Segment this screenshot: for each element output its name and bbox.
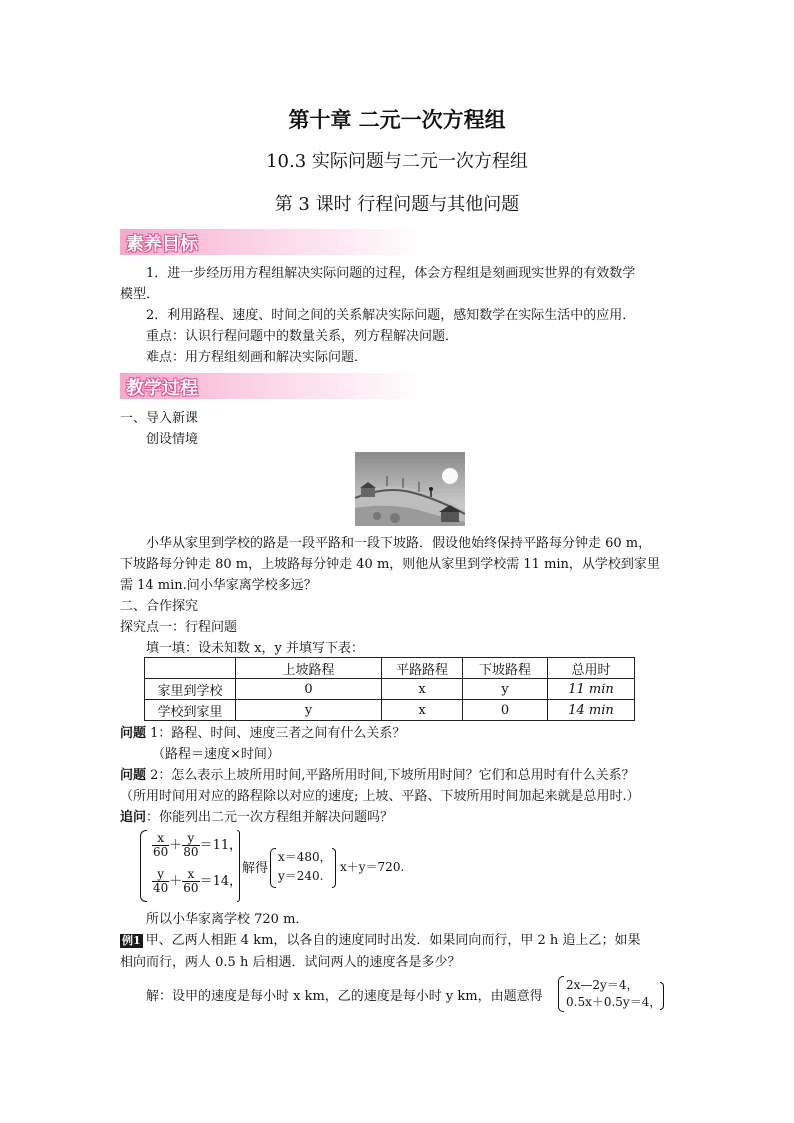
- goals-banner-label: 素养目标: [126, 234, 198, 255]
- question-2-text: 2：怎么表示上坡所用时间,平路所用时间,下坡所用时间？它们和总用时有什么关系？: [146, 768, 635, 783]
- table-header-cell: 总用时: [548, 658, 635, 679]
- solution-x: x＝480，: [278, 850, 332, 864]
- solution-y: y＝240.: [278, 869, 324, 883]
- example-system-eq2: 0.5x＋0.5y＝4，: [566, 995, 662, 1009]
- example-label: 例1: [122, 934, 141, 947]
- example-solution: 解：设甲的速度是每小时 x km，乙的速度是每小时 y km，由题意得: [146, 989, 543, 1004]
- example-1-line1: [120, 931, 640, 951]
- fill-in-instruction: 填一填：设未知数 x，y 并填写下表：: [146, 641, 364, 656]
- explore-point: 探究点一：行程问题: [120, 620, 238, 635]
- solution-right-brace: [332, 848, 336, 888]
- example-system-eq1: 2x—2y＝4，: [566, 978, 639, 992]
- question-2: [120, 766, 635, 786]
- followup-question: [120, 808, 393, 828]
- example-system-right-brace: [660, 982, 664, 1010]
- solve-word: 解得: [242, 861, 269, 876]
- goals-banner: [120, 229, 425, 255]
- table-cell: x: [382, 679, 463, 700]
- table-cell: 0: [463, 700, 548, 721]
- table-header-row: [145, 658, 635, 679]
- table-header-cell: 上坡路程: [236, 658, 382, 679]
- conclusion: 所以小华家离学校 720 m．: [146, 912, 309, 927]
- question-1-label: 问题: [120, 726, 147, 741]
- followup-label: 追问: [120, 810, 147, 825]
- process-banner: [120, 373, 425, 399]
- table-header-cell: 平路路程: [382, 658, 463, 679]
- lesson-title: 第 3 课时 行程问题与其他问题: [274, 194, 520, 215]
- right-brace: [237, 830, 240, 902]
- table-cell: 0: [236, 679, 382, 700]
- table-cell: 14 min: [548, 700, 635, 721]
- equation-1: $\frac{x}{60}$ ＋ $\frac{y}{80}$ ＝11，: [153, 831, 243, 859]
- question-1-text: 1：路程、时间、速度三者之间有什么关系？: [146, 726, 406, 741]
- story-line-2: 下坡路每分钟走 80 m，上坡路每分钟走 40 m，则他从家里到学校需 11 min，从学校到家里: [120, 557, 660, 572]
- table-header-cell: 下坡路程: [463, 658, 548, 679]
- chapter-title: 第十章 二元一次方程组: [288, 108, 506, 132]
- solution-brace: [270, 848, 276, 888]
- question-1: [120, 724, 405, 744]
- process-banner-label: 教学过程: [126, 378, 198, 399]
- table-cell: 学校到家里: [145, 700, 236, 721]
- left-brace: [140, 830, 147, 902]
- section-title: 10.3 实际问题与二元一次方程组: [266, 151, 528, 172]
- example-1-line2: 相向而行，两人 0.5 h 后相遇．试问两人的速度各是多少？: [120, 955, 461, 970]
- question-1-answer: （路程＝速度×时间）: [152, 747, 280, 762]
- equation-2: $\frac{y}{40}$ ＋ $\frac{x}{60}$ ＝14，: [153, 867, 243, 895]
- table-cell: y: [236, 700, 382, 721]
- scenario-heading: 创设情境: [146, 432, 199, 447]
- example-system-brace: [558, 976, 564, 1012]
- goal-item-1-line2: 模型．: [120, 287, 160, 302]
- table-row: [145, 679, 635, 700]
- table-header-cell: [145, 658, 236, 679]
- table-cell: 家里到学校: [145, 679, 236, 700]
- difficulty: 难点：用方程组刻画和解决实际问题．: [146, 350, 368, 365]
- table-cell: x: [382, 700, 463, 721]
- intro-heading: 一、导入新课: [120, 411, 199, 426]
- table-cell: y: [463, 679, 548, 700]
- question-2-label: 问题: [120, 768, 147, 783]
- example-text-1: 甲、乙两人相距 4 km，以各自的速度同时出发．如果同向而行，甲 2 h 追上乙；如果: [145, 933, 641, 948]
- story-line-1: 小华从家里到学校的路是一段平路和一段下坡路．假设他始终保持平路每分钟走 60 m，: [146, 536, 652, 551]
- key-point: 重点：认识行程问题中的数量关系，列方程解决问题．: [146, 329, 459, 344]
- table-row: [145, 700, 635, 721]
- question-2-answer: （所用时间用对应的路程除以对应的速度; 上坡、平路、下坡所用时间加起来就是总用时.）: [120, 789, 640, 804]
- scene-illustration: [355, 452, 465, 526]
- goal-item-2: 2．利用路程、速度、时间之间的关系解决实际问题，感知数学在实际生活中的应用．: [146, 308, 636, 323]
- trip-table: [144, 657, 635, 721]
- goal-item-1-line1: 1．进一步经历用方程组解决实际问题的过程，体会方程组是刻画现实世界的有效数学: [146, 266, 636, 281]
- followup-text: ：你能列出二元一次方程组并解决问题吗？: [146, 810, 394, 825]
- table-cell: 11 min: [548, 679, 635, 700]
- story-line-3: 需 14 min.问小华家离学校多远？: [120, 578, 317, 593]
- explore-heading: 二、合作探究: [120, 599, 199, 614]
- sum-equation: x＋y＝720.: [340, 860, 405, 874]
